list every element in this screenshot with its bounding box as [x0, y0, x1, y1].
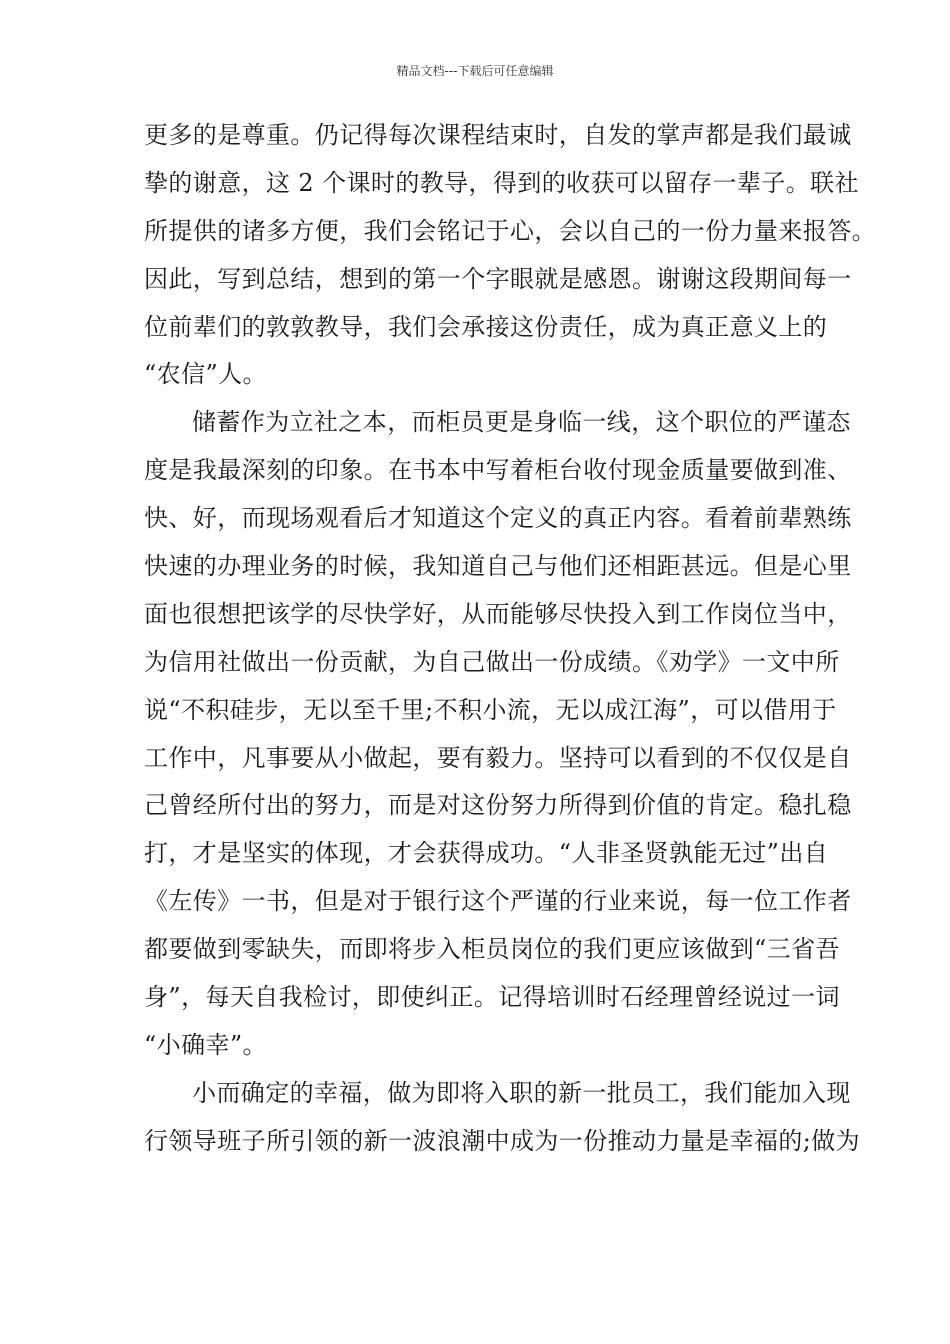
text-line: 说“不积硅步，无以至千里;不积小流，无以成江海”，可以借用于 [144, 695, 837, 724]
paragraph-first-line: 小而确定的幸福，做为即将入职的新一批员工，我们能加入现 [192, 1078, 851, 1107]
text-line: 《左传》一书，但是对于银行这个严谨的行业来说，每一位工作者 [144, 887, 852, 916]
text-line: 己曾经所付出的努力，而是对这份努力所得到价值的肯定。稳扎稳 [144, 791, 852, 820]
text-line: 因此，写到总结，想到的第一个字眼就是感恩。谢谢这段期间每一 [144, 264, 852, 293]
text-line: 行领导班子所引领的新一波浪潮中成为一份推动力量是幸福的;做为 [144, 1126, 861, 1155]
page-header: 精品文档---下载后可任意编辑 [396, 64, 554, 78]
text-line: 度是我最深刻的印象。在书本中写着柜台收付现金质量要做到准、 [144, 456, 852, 485]
text-line: 身”，每天自我检讨，即使纠正。记得培训时石经理曾经说过一词 [144, 983, 840, 1012]
text-line: 更多的是尊重。仍记得每次课程结束时，自发的掌声都是我们最诚 [144, 121, 852, 149]
text-line: 挚的谢意，这 2 个课时的教导，得到的收获可以留存一辈子。联社 [144, 168, 859, 197]
paragraph-first-line: 储蓄作为立社之本，而柜员更是身临一线，这个职位的严谨态 [192, 408, 851, 437]
text-line: 都要做到零缺失，而即将步入柜员岗位的我们更应该做到“三省吾 [144, 935, 840, 964]
text-line: 所提供的诸多方便，我们会铭记于心，会以自己的一份力量来报答。 [144, 216, 876, 245]
text-line: 快、好，而现场观看后才知道这个定义的真正内容。看着前辈熟练 [144, 504, 852, 533]
text-line: 面也很想把该学的尽快学好，从而能够尽快投入到工作岗位当中， [144, 599, 852, 628]
document-body [144, 112, 876, 1166]
text-line: 快速的办理业务的时候，我知道自己与他们还相距甚远。但是心里 [144, 552, 852, 581]
text-line: “小确幸”。 [144, 1030, 267, 1059]
text-line: 位前辈们的敦敦教导，我们会承接这份责任，成为真正意义上的 [144, 312, 828, 341]
text-line: 为信用社做出一份贡献，为自己做出一份成绩。《劝学》一文中所 [144, 647, 840, 676]
text-line: “农信”人。 [144, 360, 267, 389]
text-line: 打，才是坚实的体现，才会获得成功。“人非圣贤孰能无过”出自 [144, 839, 829, 868]
text-line: 工作中，凡事要从小做起，要有毅力。坚持可以看到的不仅仅是自 [144, 743, 852, 772]
